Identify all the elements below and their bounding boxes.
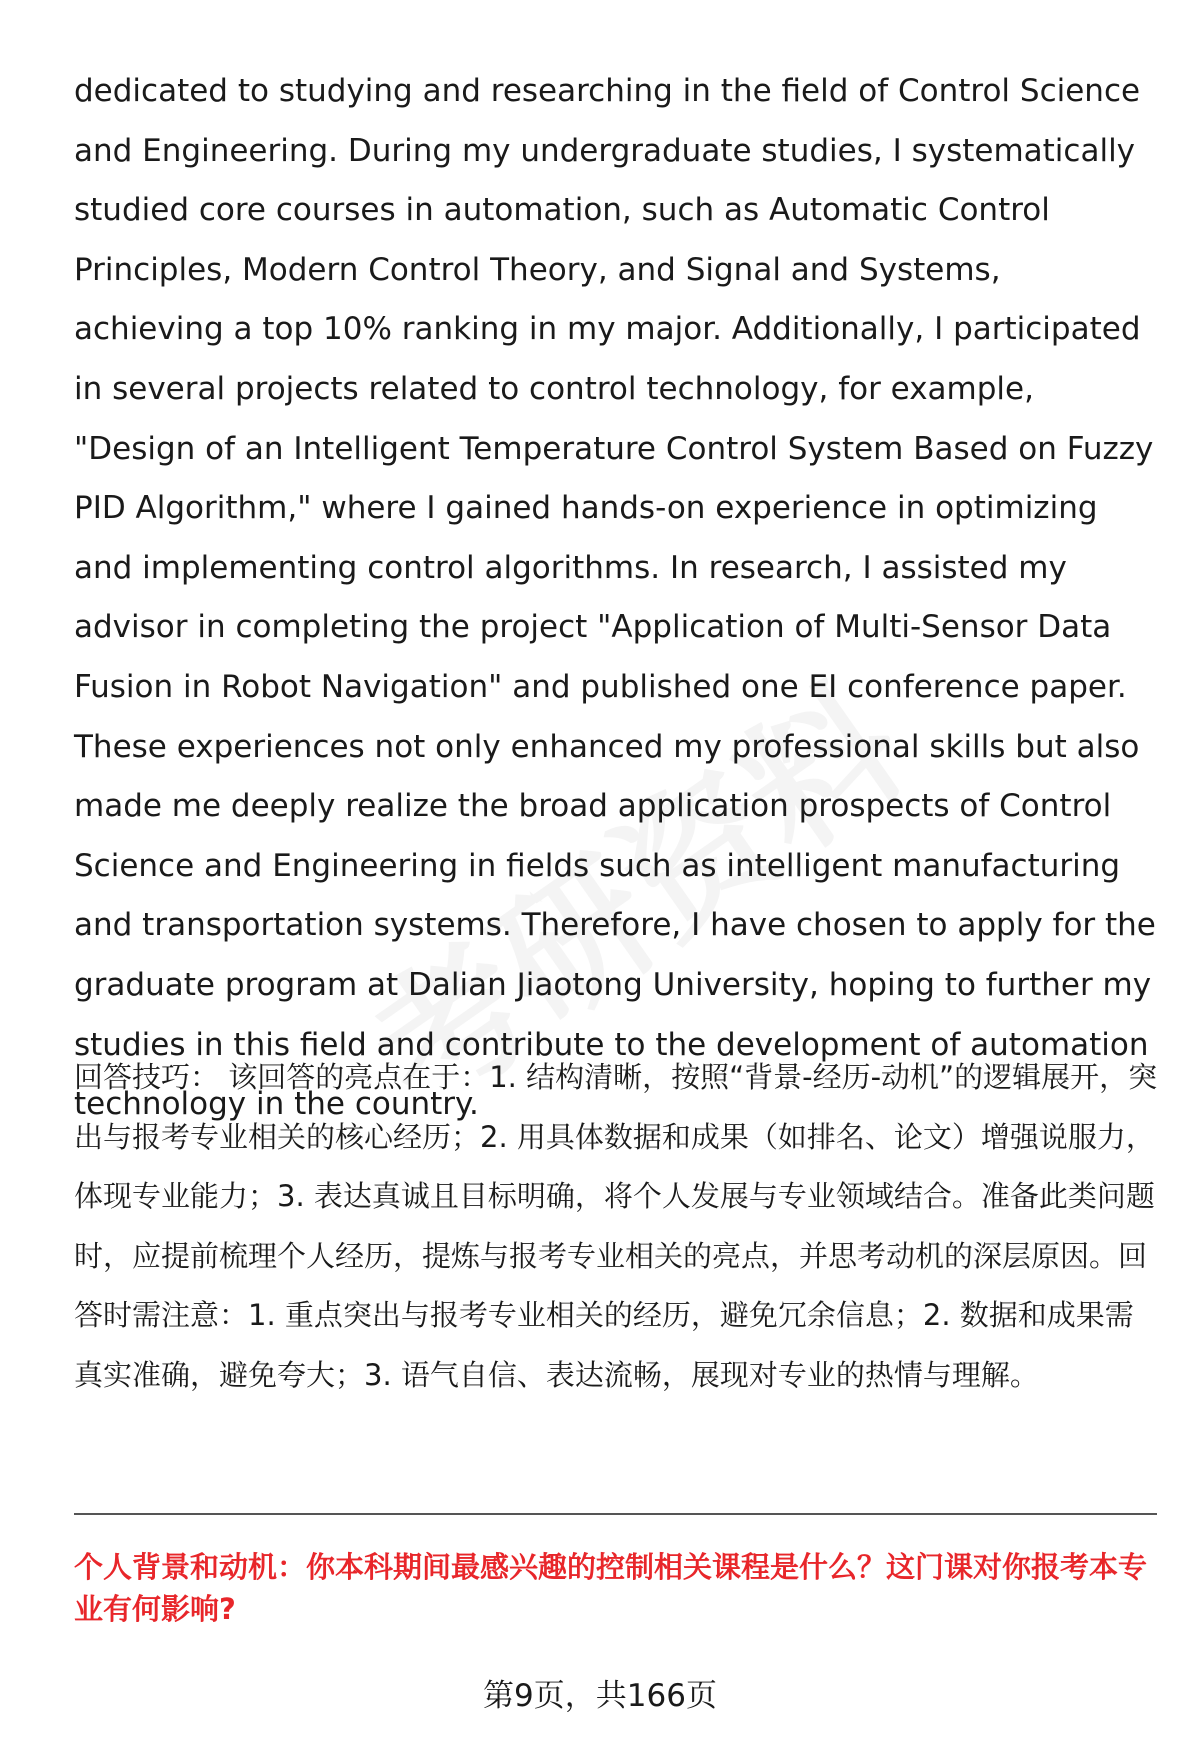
section-divider xyxy=(74,1513,1157,1515)
answer-paragraph: dedicated to studying and researching in the field of Control Science and Engineering. During my undergraduate studies, I systematically studied core courses in automation, such as Automatic Control Principles, Modern Control Theory, and Signal and Systems, achieving a top 10% ranking in my major. Additionally, I participated in several projects related to control technology, for example, "Design of an Intelligent Temperature Control System Based on Fuzzy PID Algorithm," where I gained hands-on experience in optimizing and implementing control algorithms. In research, I assisted my advisor in completing the project "Application of Multi-Sensor Data Fusion in Robot Navigation" and published one EI conference paper. These experiences not only enhanced my professional skills but also made me deeply realize the broad application prospects of Control Science and Engineering in fields such as intelligent manufacturing and transportation systems. Therefore, I have chosen to apply for the graduate program at Dalian Jiaotong University, hoping to further my studies in this field and contribute to the development of automation technology in the country. xyxy=(74,73,1156,1123)
next-question-heading: 个人背景和动机：你本科期间最感兴趣的控制相关课程是什么？这门课对你报考本专业有何影响? xyxy=(74,1550,1148,1626)
page-number-footer: 第9页，共166页 xyxy=(483,1678,717,1714)
answer-tips-paragraph: 回答技巧： 该回答的亮点在于：1. 结构清晰，按照“背景-经历-动机”的逻辑展开，突出与报考专业相关的核心经历；2. 用具体数据和成果（如排名、论文）增强说服力，体现专业能力；3. 表达真诚且目标明确，将个人发展与专业领域结合。准备此类问题时，应提前梳理个人经历，提炼与报考专业相关的亮点，并思考动机的深层原因。回答时需注意：1. 重点突出与报考专业相关的经历，避免冗余信息；2. 数据和成果需真实准确，避免夸大；3. 语气自信、表达流畅，展现对专业的热情与理解。 xyxy=(74,1060,1158,1392)
